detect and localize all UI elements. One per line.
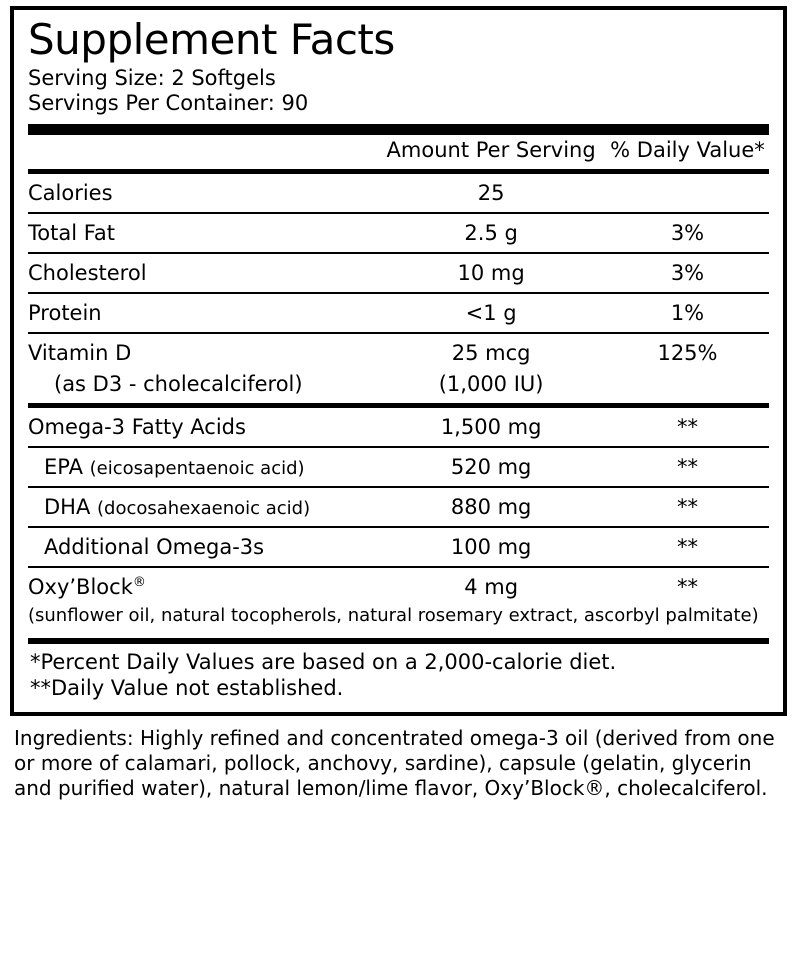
ingredients-text: Ingredients: Highly refined and concentrated omega-3 oil (derived from one or more of calamari, pollock, anchovy, sardine), capsule (gelatin, glycerin and purified water), natural lemon/lime flavor, Oxy’Block®, cholecalciferol. <box>14 725 775 800</box>
footnote-daily-value: *Percent Daily Values are based on a 2,000-calorie diet. <box>30 650 617 675</box>
row-daily-value: ** <box>676 574 698 599</box>
table-row <box>28 412 769 443</box>
table-row <box>28 492 769 523</box>
table-header-row <box>28 135 769 166</box>
row-daily-value: 3% <box>670 260 705 285</box>
row-dv-blank <box>606 369 769 400</box>
row-amount-sub: (1,000 IU) <box>438 371 544 396</box>
serving-size: Serving Size: 2 Softgels <box>28 66 276 91</box>
row-amount: 100 mg <box>450 534 532 559</box>
table-row <box>28 532 769 563</box>
divider <box>28 329 769 338</box>
row-daily-value: 1% <box>670 300 705 325</box>
row-label: Cholesterol <box>28 260 147 285</box>
servings-per-container: Servings Per Container: 90 <box>28 90 309 115</box>
row-amount: 25 mcg <box>451 340 531 365</box>
divider <box>28 209 769 218</box>
row-amount: 1,500 mg <box>440 414 542 439</box>
row-amount: 520 mg <box>450 454 532 479</box>
row-label-text: Oxy’Block <box>28 574 133 599</box>
row-daily-value: ** <box>676 454 698 479</box>
registered-mark: ® <box>132 574 146 590</box>
header-daily-value: % Daily Value* <box>610 137 765 162</box>
row-label <box>28 452 376 483</box>
table-row <box>28 258 769 289</box>
table-row <box>28 178 769 209</box>
header-amount: Amount Per Serving <box>386 137 596 162</box>
header-blank <box>28 135 376 166</box>
divider <box>28 166 769 178</box>
divider <box>28 523 769 532</box>
row-label: Calories <box>28 180 113 205</box>
divider <box>28 400 769 412</box>
row-amount: 25 <box>477 180 505 205</box>
row-amount: 880 mg <box>450 494 532 519</box>
row-label: Omega-3 Fatty Acids <box>28 414 246 439</box>
divider <box>28 443 769 452</box>
row-label: Vitamin D <box>28 340 132 365</box>
footnote-not-established: **Daily Value not established. <box>30 675 344 700</box>
row-label-paren: (docosahexaenoic acid) <box>97 497 311 519</box>
page-title: Supplement Facts <box>28 15 395 64</box>
divider <box>28 249 769 258</box>
row-label-paren: (eicosapentaenoic acid) <box>89 457 305 479</box>
row-label: Additional Omega-3s <box>44 534 265 559</box>
row-label <box>28 492 376 523</box>
divider <box>28 289 769 298</box>
divider-thick-top <box>28 124 769 135</box>
row-amount: 10 mg <box>457 260 525 285</box>
row-label <box>28 572 376 603</box>
table-row <box>28 298 769 329</box>
row-sublabel: (as D3 - cholecalciferol) <box>54 371 303 396</box>
row-daily-value: ** <box>676 494 698 519</box>
row-label-text: DHA <box>44 494 91 519</box>
row-amount: <1 g <box>465 300 517 325</box>
nutrition-table <box>28 135 769 631</box>
row-daily-value: 3% <box>670 220 705 245</box>
row-label: Protein <box>28 300 102 325</box>
divider <box>28 563 769 572</box>
table-row <box>28 218 769 249</box>
row-label: Total Fat <box>28 220 115 245</box>
row-daily-value <box>606 178 769 209</box>
table-row-sub <box>28 369 769 400</box>
row-daily-value: ** <box>676 534 698 559</box>
row-amount: 4 mg <box>464 574 519 599</box>
table-row-note <box>28 603 769 631</box>
row-daily-value: 125% <box>657 340 718 365</box>
table-row <box>28 572 769 603</box>
table-row <box>28 452 769 483</box>
facts-panel <box>10 6 787 716</box>
row-label-text: EPA <box>44 454 83 479</box>
row-daily-value: ** <box>676 414 698 439</box>
table-row <box>28 338 769 369</box>
divider <box>28 483 769 492</box>
row-note: (sunflower oil, natural tocopherols, natural rosemary extract, ascorbyl palmitate) <box>28 604 759 626</box>
row-amount: 2.5 g <box>464 220 518 245</box>
